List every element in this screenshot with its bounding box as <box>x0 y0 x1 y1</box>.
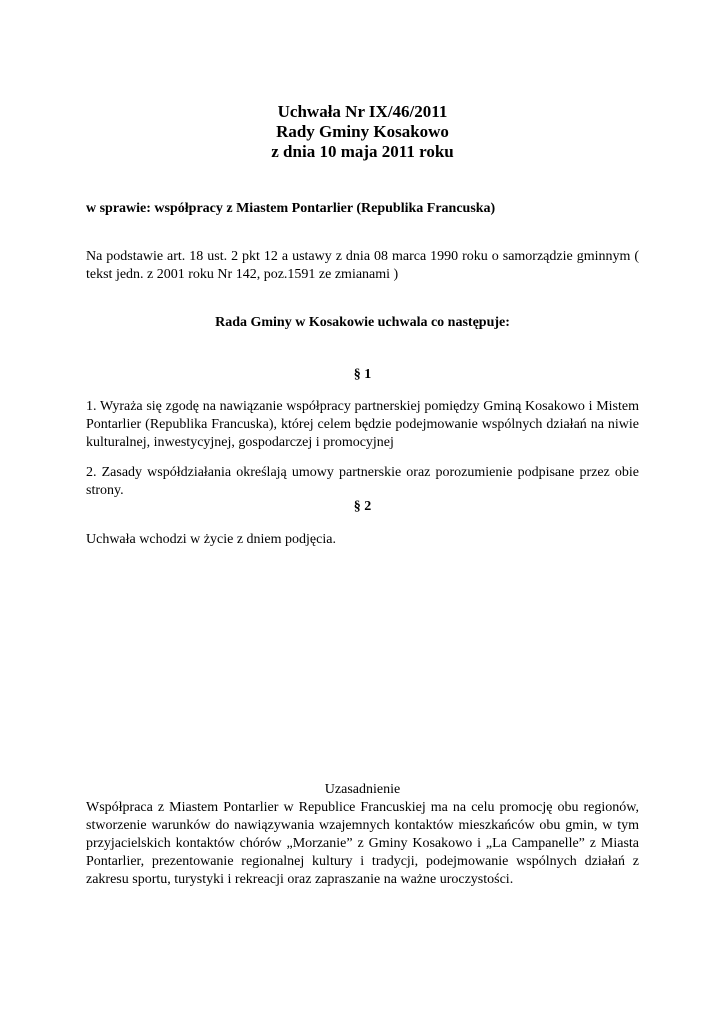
resolution-subject: w sprawie: współpracy z Miastem Pontarlier (Republika Francuska) <box>86 201 496 216</box>
resolution-title <box>86 102 639 162</box>
council-name: Rady Gminy Kosakowo <box>276 122 449 141</box>
section-1-point-2: 2. Zasady współdziałania określają umowy partnerskie oraz porozumienie podpisane przez obie strony. <box>86 465 639 498</box>
section-2-heading: § 2 <box>353 499 372 514</box>
justification-heading: Uzasadnienie <box>324 782 401 797</box>
section-1-point-1: 1. Wyraża się zgodę na nawiązanie współpracy partnerskiej pomiędzy Gminą Kosakowo i Mistem Pontarlier (Republika Francuska), której celem będzie podejmowanie wspólnych działań na niwie kulturalnej, inwestycyjnej, gospodarczej i promocyjnej <box>86 399 639 450</box>
resolution-number: Uchwała Nr IX/46/2011 <box>277 102 448 121</box>
section-1-heading: § 1 <box>353 367 372 382</box>
resolution-date: z dnia 10 maja 2011 roku <box>271 142 454 161</box>
section-2-text: Uchwała wchodzi w życie z dniem podjęcia. <box>86 532 336 547</box>
resolves-statement: Rada Gminy w Kosakowie uchwala co następuje: <box>215 315 510 330</box>
legal-basis: Na podstawie art. 18 ust. 2 pkt 12 a ustawy z dnia 08 marca 1990 roku o samorządzie gminnym ( tekst jedn. z 2001 roku Nr 142, poz.1591 ze zmianami ) <box>86 249 639 282</box>
justification-text: Współpraca z Miastem Pontarlier w Republice Francuskiej ma na celu promocję obu regionów, stworzenie warunków do nawiązywania wzajemnych kontaktów mieszkańców obu gmin, w tym przyjacielskich kontaktów chórów „Morzanie” z Gminy Kosakowo i „La Campanelle” z Miasta Pontarlier, prezentowanie regionalnej kultury i tradycji, podejmowanie wspólnych działań z zakresu sportu, turystyki i rekreacji oraz zapraszanie na ważne uroczystości. <box>86 800 639 887</box>
